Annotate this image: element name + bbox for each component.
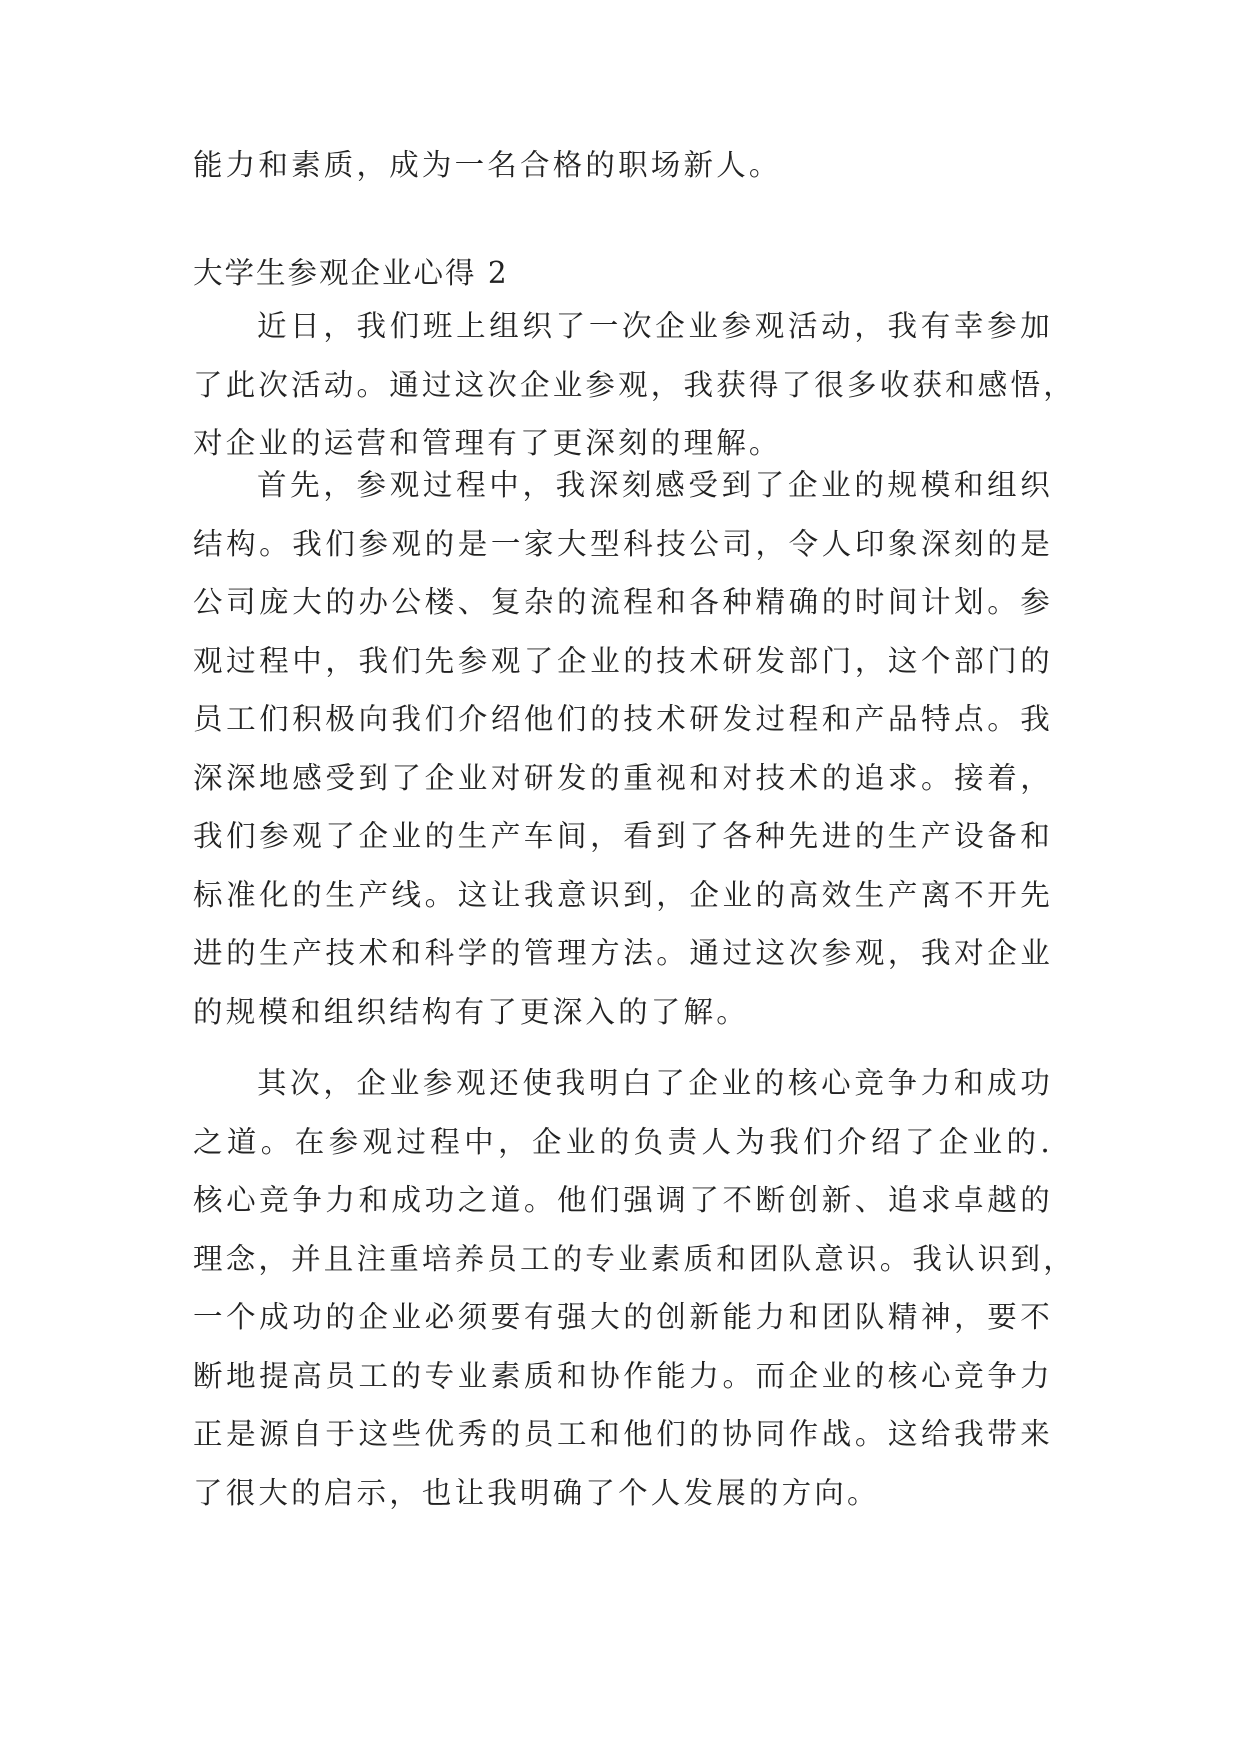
paragraph-1 xyxy=(193,297,1076,473)
paragraph-line: 公司庞大的办公楼、复杂的流程和各种精确的时间计划。参 xyxy=(193,585,1053,619)
paragraph-3 xyxy=(193,1054,1076,1522)
paragraph-line: 深深地感受到了企业对研发的重视和对技术的追求。接着， xyxy=(193,760,1053,795)
paragraph-line: 理念，并且注重培养员工的专业素质和团队意识。我认识到， xyxy=(193,1241,1076,1276)
paragraph-line: 的规模和组织结构有了更深入的了解。 xyxy=(193,994,749,1029)
paragraph-line: 了此次活动。通过这次企业参观，我获得了很多收获和感悟， xyxy=(193,367,1076,402)
paragraph-line: 断地提高员工的专业素质和协作能力。而企业的核心竞争力 xyxy=(193,1358,1053,1393)
paragraph-line: 首先，参观过程中，我深刻感受到了企业的规模和组织 xyxy=(257,468,1053,502)
paragraph-line: 之道。在参观过程中，企业的负责人为我们介绍了企业的. xyxy=(193,1124,1053,1159)
paragraph-line: 能力和素质，成为一名合格的职场新人。 xyxy=(193,148,782,182)
paragraph-line: 近日，我们班上组织了一次企业参观活动，我有幸参加 xyxy=(257,309,1053,343)
paragraph-line: 其次，企业参观还使我明白了企业的核心竞争力和成功 xyxy=(257,1066,1053,1100)
paragraph-line: 对企业的运营和管理有了更深刻的理解。 xyxy=(193,426,782,460)
paragraph-line: 一个成功的企业必须要有强大的创新能力和团队精神，要不 xyxy=(193,1300,1053,1334)
paragraph-line: 核心竞争力和成功之道。他们强调了不断创新、追求卓越的 xyxy=(193,1183,1053,1217)
paragraph-line: 进的生产技术和科学的管理方法。通过这次参观，我对企业 xyxy=(193,936,1053,970)
continuation-paragraph xyxy=(193,136,1053,195)
section-heading: 大学生参观企业心得 2 xyxy=(193,256,509,290)
paragraph-line: 观过程中，我们先参观了企业的技术研发部门，这个部门的 xyxy=(193,643,1053,678)
paragraph-2 xyxy=(193,456,1053,1041)
paragraph-line: 正是源自于这些优秀的员工和他们的协同作战。这给我带来 xyxy=(193,1417,1053,1451)
paragraph-line: 员工们积极向我们介绍他们的技术研发过程和产品特点。我 xyxy=(193,702,1053,736)
paragraph-line: 结构。我们参观的是一家大型科技公司，令人印象深刻的是 xyxy=(193,526,1053,561)
paragraph-line: 了很大的启示，也让我明确了个人发展的方向。 xyxy=(193,1475,880,1510)
paragraph-line: 标准化的生产线。这让我意识到，企业的高效生产离不开先 xyxy=(193,877,1053,912)
paragraph-line: 我们参观了企业的生产车间，看到了各种先进的生产设备和 xyxy=(193,819,1053,853)
